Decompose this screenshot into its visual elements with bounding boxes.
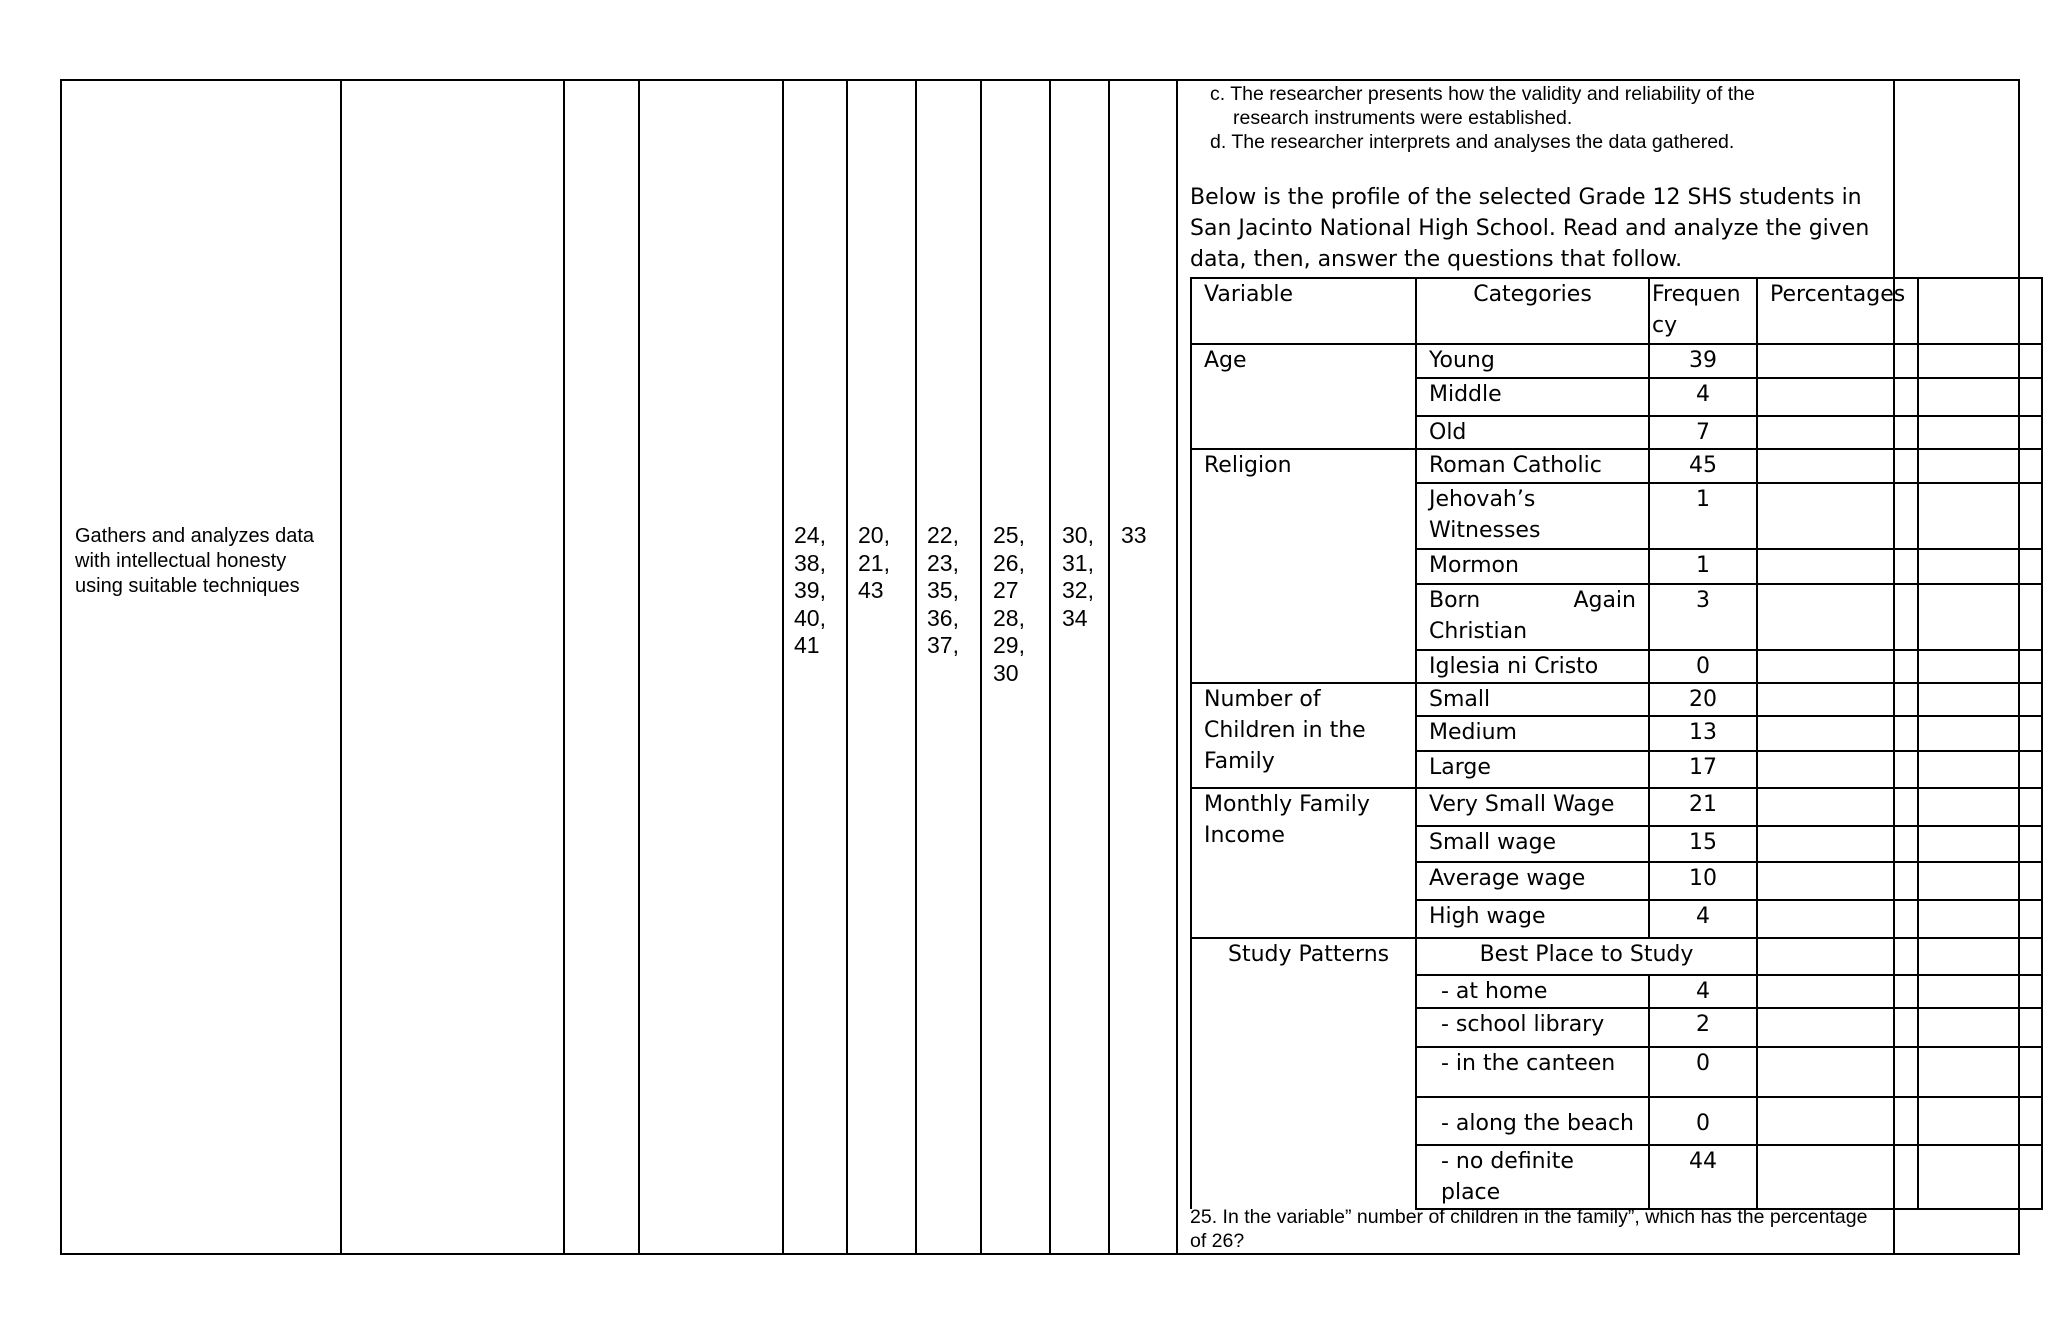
- category: Old: [1416, 416, 1649, 449]
- item-number: 30,: [1062, 522, 1094, 548]
- frequency: 20: [1649, 683, 1757, 716]
- empty-cell: [1918, 1047, 2042, 1097]
- column-divider: [1108, 79, 1110, 1255]
- empty-cell: [1918, 650, 2042, 683]
- question-25: 25. In the variable” number of children in the family”, which has the percentage of 26?: [1190, 1206, 1868, 1252]
- variable-study-patterns: Study Patterns: [1191, 938, 1416, 1209]
- category: Born Again Christian: [1416, 584, 1649, 650]
- table-intro: Below is the profile of the selected Grade 12 SHS students in San Jacinto National High School. Read and analyze the given data, then, answer the questions that follow.: [1190, 185, 1870, 272]
- frequency: 15: [1649, 826, 1757, 862]
- empty-cell: [1918, 751, 2042, 788]
- column-divider: [846, 79, 848, 1255]
- frequency: 0: [1649, 1097, 1757, 1145]
- header-categories: Categories: [1416, 278, 1649, 344]
- item-number: 32,: [1062, 577, 1094, 603]
- category: - school library: [1416, 1008, 1649, 1047]
- column-divider: [1049, 79, 1051, 1255]
- frequency: 0: [1649, 650, 1757, 683]
- objective-c-continued: research instruments were established.: [1233, 107, 1573, 129]
- percentage-cell: [1757, 584, 1918, 650]
- category: Average wage: [1416, 862, 1649, 900]
- category: - at home: [1416, 975, 1649, 1008]
- frequency: 1: [1649, 483, 1757, 549]
- category: High wage: [1416, 900, 1649, 938]
- table-row: [1191, 683, 2042, 716]
- column-divider: [782, 79, 784, 1255]
- empty-cell: [1918, 278, 2042, 344]
- percentage-cell: [1757, 378, 1918, 416]
- percentage-cell: [1757, 1008, 1918, 1047]
- percentage-cell: [1757, 683, 1918, 716]
- item-number: 28,: [993, 604, 1025, 631]
- item-number: 40,: [794, 604, 826, 631]
- item-numbers-applying: [927, 522, 959, 660]
- category: - along the beach: [1416, 1097, 1649, 1145]
- empty-cell: [1918, 862, 2042, 900]
- empty-cell: [1918, 975, 2042, 1008]
- empty-cell: [1918, 716, 2042, 751]
- percentage-cell: [1757, 650, 1918, 683]
- item-number: 37,: [927, 632, 959, 658]
- frequency: 2: [1649, 1008, 1757, 1047]
- item-number: 41: [794, 632, 820, 658]
- frequency: 10: [1649, 862, 1757, 900]
- column-divider: [340, 79, 342, 1255]
- percentage-cell: [1757, 1047, 1918, 1097]
- header-frequency: Frequen cy: [1649, 278, 1757, 344]
- item-number: 38,: [794, 549, 826, 576]
- frequency: 13: [1649, 716, 1757, 751]
- frequency: 1: [1649, 549, 1757, 584]
- variable-children: Number of Children in the Family: [1191, 683, 1416, 788]
- empty-cell: [1918, 549, 2042, 584]
- empty-cell: [1918, 584, 2042, 650]
- percentage-cell: [1757, 751, 1918, 788]
- item-number: 21,: [858, 549, 890, 576]
- empty-cell: [1918, 416, 2042, 449]
- category: Large: [1416, 751, 1649, 788]
- percentage-cell: [1757, 483, 1918, 549]
- header-variable: Variable: [1191, 278, 1416, 344]
- profile-table: [1190, 277, 2043, 1210]
- category: Jehovah’s Witnesses: [1416, 483, 1649, 549]
- empty-cell: [1918, 826, 2042, 862]
- item-number: 23,: [927, 549, 959, 576]
- frequency: 17: [1649, 751, 1757, 788]
- percentage-cell: [1757, 788, 1918, 826]
- column-divider: [980, 79, 982, 1255]
- percentage-cell: [1757, 1097, 1918, 1145]
- frequency: 44: [1649, 1145, 1757, 1209]
- percentage-cell: [1757, 549, 1918, 584]
- frequency: 45: [1649, 449, 1757, 483]
- category: Small wage: [1416, 826, 1649, 862]
- item-numbers-evaluating: [1062, 522, 1094, 632]
- item-number: 30: [993, 659, 1019, 686]
- empty-cell: [1918, 683, 2042, 716]
- category: Very Small Wage: [1416, 788, 1649, 826]
- item-number: 36,: [927, 604, 959, 631]
- empty-cell: [1918, 1097, 2042, 1145]
- column-divider: [915, 79, 917, 1255]
- frequency: 7: [1649, 416, 1757, 449]
- objective-d: d. The researcher interprets and analyses the data gathered.: [1210, 131, 1735, 153]
- category: - no definite place: [1416, 1145, 1649, 1209]
- percentage-cell: [1757, 416, 1918, 449]
- item-number: 29,: [993, 632, 1025, 658]
- header-percentages: Percentages: [1757, 278, 1918, 344]
- item-number: 39,: [794, 577, 826, 603]
- item-number: 24,: [794, 522, 826, 548]
- category: Young: [1416, 344, 1649, 378]
- percentage-cell: [1757, 900, 1918, 938]
- frequency: 4: [1649, 378, 1757, 416]
- category: Medium: [1416, 716, 1649, 751]
- item-number: 20,: [858, 522, 890, 548]
- category: Middle: [1416, 378, 1649, 416]
- table-row: [1191, 938, 2042, 975]
- empty-cell: [1918, 1145, 2042, 1209]
- frequency: 4: [1649, 900, 1757, 938]
- item-number: 43: [858, 577, 884, 603]
- item-numbers-understanding: [858, 522, 890, 605]
- empty-cell: [1918, 1008, 2042, 1047]
- variable-religion: Religion: [1191, 449, 1416, 683]
- objective-c: c. The researcher presents how the validity and reliability of the: [1210, 83, 1755, 105]
- table-row: [1191, 449, 2042, 483]
- percentage-cell: [1757, 716, 1918, 751]
- category: Small: [1416, 683, 1649, 716]
- percentage-cell: [1757, 938, 1918, 975]
- percentage-cell: [1757, 862, 1918, 900]
- item-numbers-analyzing: [993, 522, 1025, 687]
- empty-cell: [1918, 938, 2042, 975]
- variable-age: Age: [1191, 344, 1416, 449]
- item-number: 31,: [1062, 549, 1094, 576]
- percentage-cell: [1757, 1145, 1918, 1209]
- item-number: 35,: [927, 577, 959, 603]
- item-number: 34: [1062, 604, 1088, 631]
- column-divider: [1176, 79, 1178, 1255]
- item-numbers-remembering: [794, 522, 826, 660]
- table-row: [1191, 344, 2042, 378]
- item-number: 33: [1121, 522, 1147, 548]
- item-number: 26,: [993, 549, 1025, 576]
- frequency: 3: [1649, 584, 1757, 650]
- frequency: 21: [1649, 788, 1757, 826]
- column-divider: [563, 79, 565, 1255]
- item-number: 27: [993, 577, 1019, 603]
- table-row: [1191, 788, 2042, 826]
- frequency: 0: [1649, 1047, 1757, 1097]
- empty-cell: [1918, 378, 2042, 416]
- category: Roman Catholic: [1416, 449, 1649, 483]
- frequency: 39: [1649, 344, 1757, 378]
- percentage-cell: [1757, 344, 1918, 378]
- category: Iglesia ni Cristo: [1416, 650, 1649, 683]
- percentage-cell: [1757, 449, 1918, 483]
- item-number: 25,: [993, 522, 1025, 548]
- percentage-cell: [1757, 826, 1918, 862]
- frequency: 4: [1649, 975, 1757, 1008]
- variable-income: Monthly Family Income: [1191, 788, 1416, 938]
- item-numbers-creating: [1121, 522, 1147, 550]
- learning-competency: Gathers and analyzes data with intellectual honesty using suitable techniques: [75, 525, 315, 597]
- table-header-row: [1191, 278, 2042, 344]
- empty-cell: [1918, 449, 2042, 483]
- percentage-cell: [1757, 975, 1918, 1008]
- empty-cell: [1918, 900, 2042, 938]
- study-subheader: Best Place to Study: [1416, 938, 1757, 975]
- empty-cell: [1918, 788, 2042, 826]
- column-divider: [638, 79, 640, 1255]
- category: Mormon: [1416, 549, 1649, 584]
- empty-cell: [1918, 344, 2042, 378]
- empty-cell: [1918, 483, 2042, 549]
- category: - in the canteen: [1416, 1047, 1649, 1097]
- item-number: 22,: [927, 522, 959, 548]
